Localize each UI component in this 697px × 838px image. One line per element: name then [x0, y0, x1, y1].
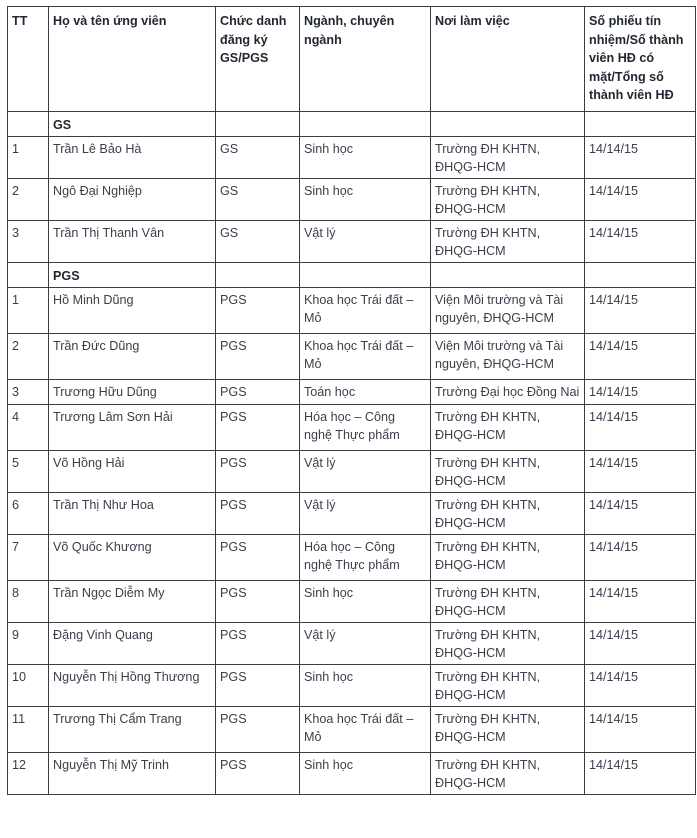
cell-field: Toán học	[300, 379, 431, 404]
cell-title: GS	[216, 178, 300, 220]
table-row	[8, 287, 696, 333]
table-row	[8, 379, 696, 404]
cell-tt: 1	[8, 136, 49, 178]
cell-workplace: Trường ĐH KHTN, ĐHQG-HCM	[431, 404, 585, 450]
cell-workplace: Viện Môi trường và Tài nguyên, ĐHQG-HCM	[431, 333, 585, 379]
header-name: Họ và tên ứng viên	[49, 7, 216, 112]
cell-workplace: Trường ĐH KHTN, ĐHQG-HCM	[431, 136, 585, 178]
group-empty-cell	[300, 111, 431, 136]
table-row	[8, 450, 696, 492]
group-empty-cell	[300, 262, 431, 287]
cell-workplace: Trường ĐH KHTN, ĐHQG-HCM	[431, 664, 585, 706]
group-empty-cell	[216, 111, 300, 136]
cell-workplace: Trường ĐH KHTN, ĐHQG-HCM	[431, 220, 585, 262]
table-row	[8, 664, 696, 706]
cell-field: Vật lý	[300, 622, 431, 664]
cell-field: Sinh học	[300, 580, 431, 622]
cell-tt: 7	[8, 534, 49, 580]
cell-title: PGS	[216, 534, 300, 580]
cell-tt: 8	[8, 580, 49, 622]
cell-votes: 14/14/15	[585, 404, 696, 450]
table-row	[8, 534, 696, 580]
cell-name: Hồ Minh Dũng	[49, 287, 216, 333]
cell-field: Khoa học Trái đất – Mỏ	[300, 287, 431, 333]
cell-field: Sinh học	[300, 664, 431, 706]
group-empty-cell	[216, 262, 300, 287]
cell-votes: 14/14/15	[585, 492, 696, 534]
cell-votes: 14/14/15	[585, 287, 696, 333]
cell-votes: 14/14/15	[585, 706, 696, 752]
table-row	[8, 220, 696, 262]
cell-workplace: Trường ĐH KHTN, ĐHQG-HCM	[431, 178, 585, 220]
cell-workplace: Viện Môi trường và Tài nguyên, ĐHQG-HCM	[431, 287, 585, 333]
group-row	[8, 111, 696, 136]
table-row	[8, 136, 696, 178]
cell-title: PGS	[216, 622, 300, 664]
cell-votes: 14/14/15	[585, 220, 696, 262]
header-title: Chức danh đăng ký GS/PGS	[216, 7, 300, 112]
cell-name: Ngô Đại Nghiệp	[49, 178, 216, 220]
table-row	[8, 404, 696, 450]
cell-field: Hóa học – Công nghệ Thực phẩm	[300, 404, 431, 450]
header-field: Ngành, chuyên ngành	[300, 7, 431, 112]
cell-tt: 1	[8, 287, 49, 333]
header-row	[8, 7, 696, 112]
cell-name: Võ Quốc Khương	[49, 534, 216, 580]
cell-tt: 12	[8, 752, 49, 794]
group-empty-cell	[431, 111, 585, 136]
table-row	[8, 752, 696, 794]
table-row	[8, 622, 696, 664]
cell-name: Trần Lê Bảo Hà	[49, 136, 216, 178]
cell-tt: 9	[8, 622, 49, 664]
group-empty-cell	[585, 262, 696, 287]
cell-name: Trần Thị Thanh Vân	[49, 220, 216, 262]
group-empty-cell	[8, 262, 49, 287]
group-empty-cell	[8, 111, 49, 136]
cell-name: Đặng Vinh Quang	[49, 622, 216, 664]
cell-field: Sinh học	[300, 136, 431, 178]
cell-votes: 14/14/15	[585, 580, 696, 622]
cell-name: Nguyễn Thị Hồng Thương	[49, 664, 216, 706]
group-label: PGS	[49, 262, 216, 287]
cell-title: PGS	[216, 450, 300, 492]
cell-votes: 14/14/15	[585, 752, 696, 794]
cell-votes: 14/14/15	[585, 333, 696, 379]
table-row	[8, 333, 696, 379]
cell-field: Hóa học – Công nghệ Thực phẩm	[300, 534, 431, 580]
cell-name: Trương Thị Cẩm Trang	[49, 706, 216, 752]
cell-title: GS	[216, 220, 300, 262]
cell-votes: 14/14/15	[585, 178, 696, 220]
table-row	[8, 706, 696, 752]
cell-title: PGS	[216, 664, 300, 706]
cell-field: Vật lý	[300, 220, 431, 262]
cell-field: Khoa học Trái đất – Mỏ	[300, 706, 431, 752]
cell-workplace: Trường ĐH KHTN, ĐHQG-HCM	[431, 534, 585, 580]
cell-workplace: Trường ĐH KHTN, ĐHQG-HCM	[431, 752, 585, 794]
cell-workplace: Trường Đại học Đồng Nai	[431, 379, 585, 404]
group-row	[8, 262, 696, 287]
cell-tt: 11	[8, 706, 49, 752]
cell-workplace: Trường ĐH KHTN, ĐHQG-HCM	[431, 706, 585, 752]
table-row	[8, 492, 696, 534]
candidate-table	[7, 6, 696, 795]
cell-field: Khoa học Trái đất – Mỏ	[300, 333, 431, 379]
cell-title: PGS	[216, 492, 300, 534]
group-label: GS	[49, 111, 216, 136]
cell-votes: 14/14/15	[585, 379, 696, 404]
cell-title: PGS	[216, 379, 300, 404]
cell-title: PGS	[216, 706, 300, 752]
cell-name: Trương Lâm Sơn Hải	[49, 404, 216, 450]
cell-field: Vật lý	[300, 492, 431, 534]
cell-tt: 3	[8, 220, 49, 262]
cell-tt: 10	[8, 664, 49, 706]
cell-tt: 3	[8, 379, 49, 404]
cell-tt: 6	[8, 492, 49, 534]
cell-votes: 14/14/15	[585, 534, 696, 580]
cell-title: PGS	[216, 404, 300, 450]
table-header	[8, 7, 696, 112]
table-row	[8, 580, 696, 622]
cell-field: Vật lý	[300, 450, 431, 492]
cell-title: PGS	[216, 580, 300, 622]
table-row	[8, 178, 696, 220]
cell-workplace: Trường ĐH KHTN, ĐHQG-HCM	[431, 622, 585, 664]
cell-votes: 14/14/15	[585, 622, 696, 664]
cell-workplace: Trường ĐH KHTN, ĐHQG-HCM	[431, 580, 585, 622]
cell-votes: 14/14/15	[585, 664, 696, 706]
table-body	[8, 111, 696, 794]
header-tt: TT	[8, 7, 49, 112]
group-empty-cell	[431, 262, 585, 287]
cell-name: Trần Đức Dũng	[49, 333, 216, 379]
cell-tt: 2	[8, 178, 49, 220]
cell-name: Trương Hữu Dũng	[49, 379, 216, 404]
cell-votes: 14/14/15	[585, 450, 696, 492]
cell-name: Trần Ngọc Diễm My	[49, 580, 216, 622]
header-votes: Số phiếu tín nhiệm/Số thành viên HĐ có mặt/Tổng số thành viên HĐ	[585, 7, 696, 112]
cell-name: Nguyễn Thị Mỹ Trinh	[49, 752, 216, 794]
cell-title: PGS	[216, 752, 300, 794]
group-empty-cell	[585, 111, 696, 136]
cell-workplace: Trường ĐH KHTN, ĐHQG-HCM	[431, 450, 585, 492]
cell-field: Sinh học	[300, 752, 431, 794]
cell-tt: 4	[8, 404, 49, 450]
cell-title: GS	[216, 136, 300, 178]
cell-tt: 5	[8, 450, 49, 492]
cell-votes: 14/14/15	[585, 136, 696, 178]
cell-name: Trần Thị Như Hoa	[49, 492, 216, 534]
cell-title: PGS	[216, 287, 300, 333]
cell-name: Võ Hồng Hải	[49, 450, 216, 492]
header-workplace: Nơi làm việc	[431, 7, 585, 112]
cell-title: PGS	[216, 333, 300, 379]
cell-tt: 2	[8, 333, 49, 379]
cell-field: Sinh học	[300, 178, 431, 220]
cell-workplace: Trường ĐH KHTN, ĐHQG-HCM	[431, 492, 585, 534]
